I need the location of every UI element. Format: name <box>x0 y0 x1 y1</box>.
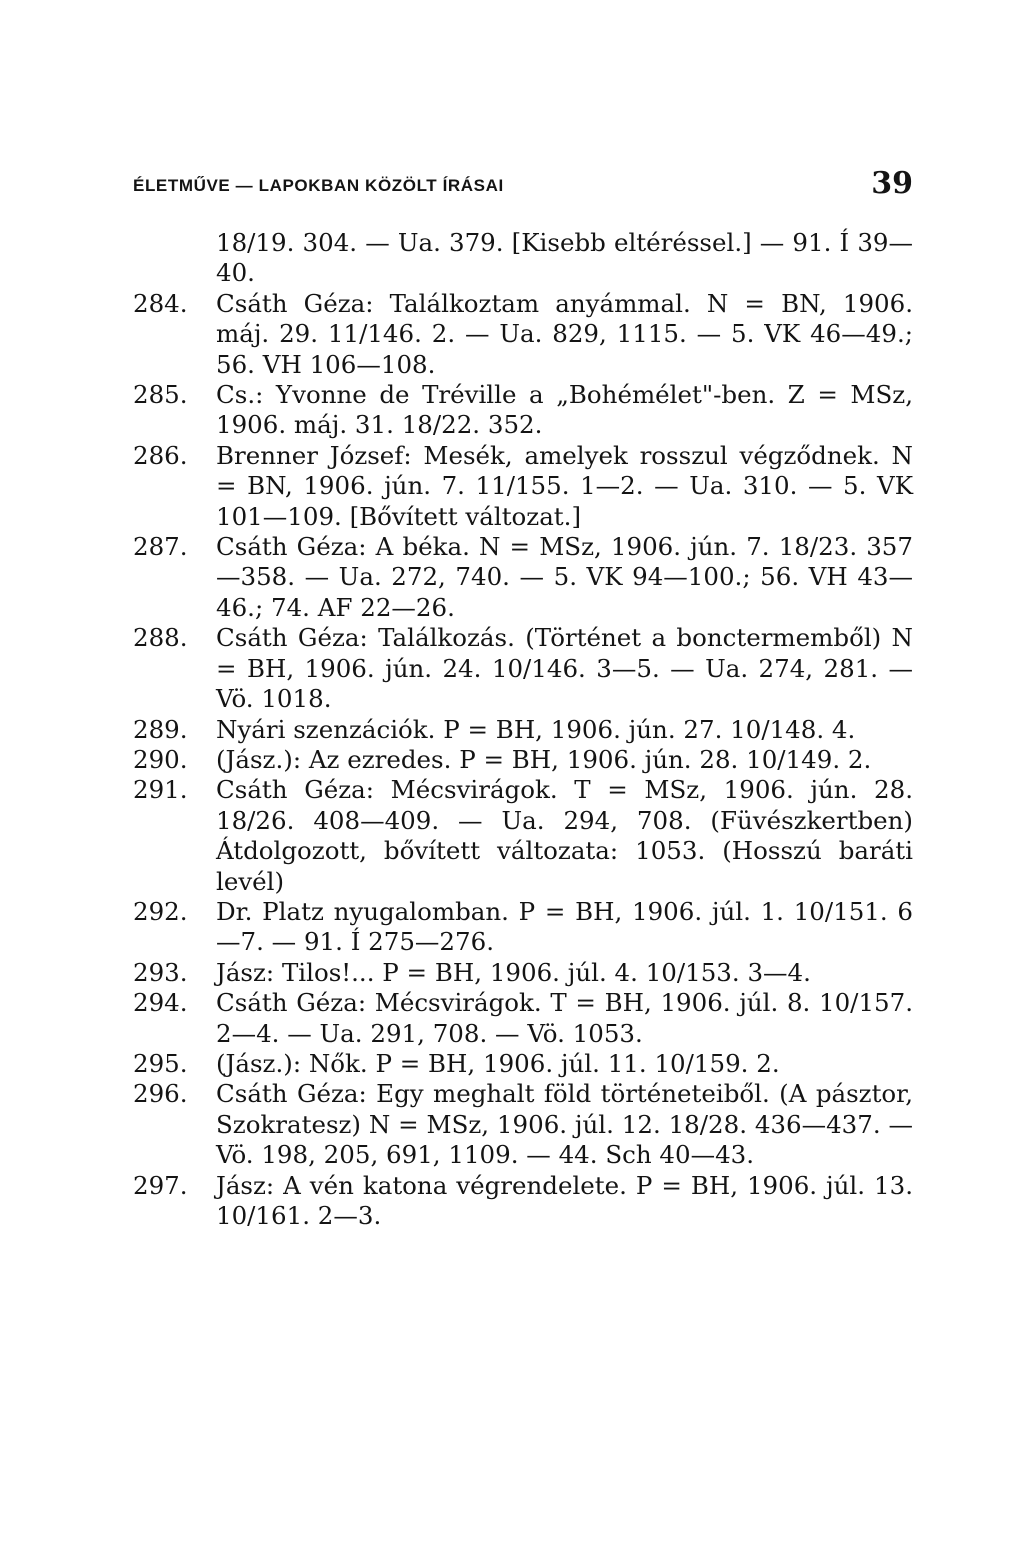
entry-number: 289. <box>133 714 188 744</box>
entry-text: 18/19. 304. — Ua. 379. [Kisebb eltéréssel.] — 91. Í 39—40. <box>216 228 913 288</box>
entry-287 <box>133 532 913 623</box>
entry-text: Csáth Géza: Találkozás. (Történet a bonctermemből) N = BH, 1906. jún. 24. 10/146. 3—5. — Ua. 274, 281. — Vö. 1018. <box>216 623 913 714</box>
entry-288 <box>133 623 913 714</box>
entry-text: Csáth Géza: A béka. N = MSz, 1906. jún. 7. 18/23. 357—358. — Ua. 272, 740. — 5. VK 94—100.; 56. VH 43—46.; 74. AF 22—26. <box>216 532 913 622</box>
entry-296 <box>133 1079 913 1170</box>
entry-number: 292. <box>133 896 188 926</box>
entry-text: Csáth Géza: Egy meghalt föld történeteiből. (A pásztor, Szokratesz) N = MSz, 1906. júl. 12. 18/28. 436—437. — Vö. 198, 205, 691, 1109. — 44. Sch 40—43. <box>216 1079 913 1170</box>
entry-293 <box>133 958 913 988</box>
entry-297 <box>133 1171 913 1232</box>
running-title: ÉLETMŰVE — LAPOKBAN KÖZÖLT ÍRÁSAI <box>133 176 504 195</box>
entry-text: (Jász.): Nők. P = BH, 1906. júl. 11. 10/159. 2. <box>216 1048 780 1078</box>
entry-number: 296. <box>133 1079 188 1109</box>
entry-text: Nyári szenzációk. P = BH, 1906. jún. 27. 10/148. 4. <box>216 714 856 744</box>
entry-continuation <box>133 228 913 289</box>
entry-text: Csáth Géza: Találkoztam anyámmal. N = BN, 1906. máj. 29. 11/146. 2. — Ua. 829, 1115. — 5. VK 46—49.; 56. VH 106—108. <box>216 288 913 379</box>
page-number: 39 <box>871 166 913 201</box>
entry-number: 291. <box>133 775 188 805</box>
entry-number: 295. <box>133 1048 188 1078</box>
entry-291 <box>133 775 913 897</box>
bibliography-list <box>133 228 913 1231</box>
entry-text: Brenner József: Mesék, amelyek rosszul végződnek. N = BN, 1906. jún. 7. 11/155. 1—2. — Ua. 310. — 5. VK 101—109. [Bővített változat.] <box>216 440 913 531</box>
entry-text: (Jász.): Az ezredes. P = BH, 1906. jún. 28. 10/149. 2. <box>216 744 872 774</box>
entry-number: 285. <box>133 380 188 410</box>
entry-text: Jász: A vén katona végrendelete. P = BH, 1906. júl. 13. 10/161. 2—3. <box>216 1170 913 1230</box>
entry-number: 293. <box>133 957 188 987</box>
entry-number: 284. <box>133 288 188 318</box>
entry-text: Csáth Géza: Mécsvirágok. T = MSz, 1906. jún. 28. 18/26. 408—409. — Ua. 294, 708. (Füvészkertben) Átdolgozott, bővített változata: 1053. (Hosszú baráti levél) <box>216 775 913 896</box>
entry-text: Dr. Platz nyugalomban. P = BH, 1906. júl. 1. 10/151. 6—7. — 91. Í 275—276. <box>216 896 913 957</box>
entry-number: 294. <box>133 988 188 1018</box>
entry-290 <box>133 745 913 775</box>
entry-284 <box>133 289 913 380</box>
entry-number: 287. <box>133 532 188 562</box>
entry-295 <box>133 1049 913 1079</box>
entry-289 <box>133 715 913 745</box>
entry-294 <box>133 988 913 1049</box>
entry-286 <box>133 441 913 532</box>
entry-292 <box>133 897 913 958</box>
entry-text: Jász: Tilos!... P = BH, 1906. júl. 4. 10/153. 3—4. <box>216 957 811 987</box>
running-head <box>133 166 913 206</box>
entry-text: Cs.: Yvonne de Tréville a „Bohémélet"-ben. Z = MSz, 1906. máj. 31. 18/22. 352. <box>216 380 913 440</box>
entry-number: 286. <box>133 440 188 470</box>
entry-number: 290. <box>133 744 188 774</box>
entry-number: 297. <box>133 1170 188 1200</box>
entry-number: 288. <box>133 623 188 653</box>
entry-text: Csáth Géza: Mécsvirágok. T = BH, 1906. júl. 8. 10/157. 2—4. — Ua. 291, 708. — Vö. 1053. <box>216 988 913 1048</box>
entry-285 <box>133 380 913 441</box>
